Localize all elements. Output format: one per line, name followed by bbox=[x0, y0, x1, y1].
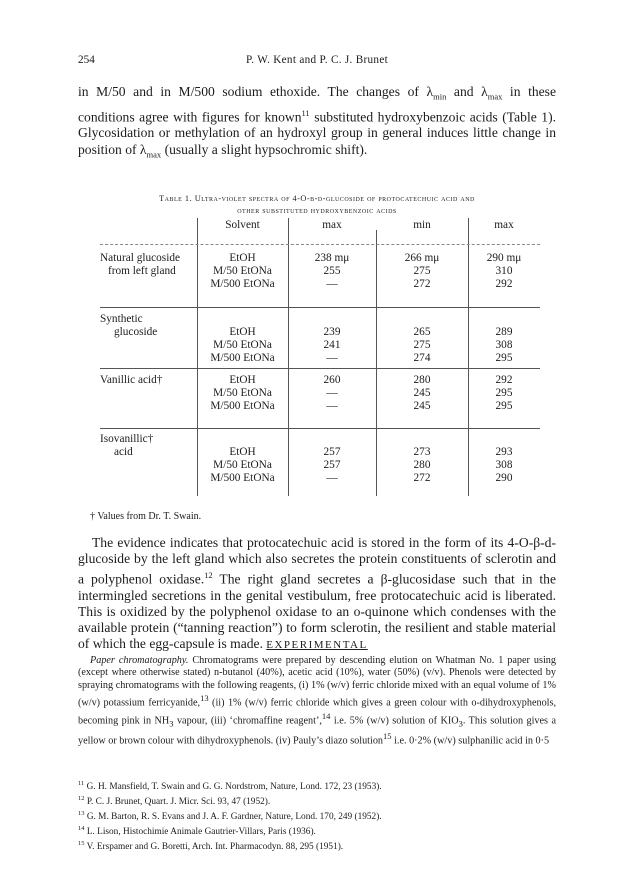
cell-max-2: 292 bbox=[495, 374, 513, 386]
section-heading-experimental: EXPERIMENTAL bbox=[266, 639, 368, 651]
cell-solvent: EtOH bbox=[229, 446, 256, 458]
header-solvent: Solvent bbox=[225, 219, 260, 231]
header-max-1: max bbox=[322, 219, 342, 231]
cell-max-2: 295 bbox=[495, 400, 513, 412]
reference-list bbox=[78, 778, 556, 853]
page-number: 254 bbox=[78, 54, 95, 66]
cell-min: 273 bbox=[413, 446, 431, 458]
cell-solvent: M/50 EtONa bbox=[213, 459, 272, 471]
reference-item: $^{14}$ L. Lison, Histochimie Animale Gautrier-Villars, Paris (1936). bbox=[78, 825, 316, 838]
running-title: P. W. Kent and P. C. J. Brunet bbox=[245, 54, 389, 66]
table-caption-line-1: Table 1. Ultra-violet spectra of 4-O-β-d-glucoside of protocatechuic acid and bbox=[159, 194, 475, 203]
cell-max-1: 257 bbox=[323, 459, 341, 471]
cell-solvent: EtOH bbox=[229, 252, 256, 264]
cell-max-1: 255 bbox=[323, 265, 341, 277]
cell-min: 274 bbox=[413, 352, 431, 364]
cell-min: 275 bbox=[413, 339, 431, 351]
cell-max-1: — bbox=[326, 387, 338, 399]
reference-item: $^{11}$ G. H. Mansfield, T. Swain and G. G. Nordstrom, Nature, Lond. 172, 23 (1953). bbox=[78, 780, 382, 793]
uv-spectra-table bbox=[100, 218, 540, 496]
group-label: Natural glucoside bbox=[100, 252, 180, 264]
cell-solvent: M/50 EtONa bbox=[213, 339, 272, 351]
cell-max-2: 289 bbox=[495, 326, 513, 338]
table-rule bbox=[100, 368, 540, 369]
cell-max-2: 308 bbox=[495, 459, 513, 471]
header-max-2: max bbox=[494, 219, 514, 231]
group-label: glucoside bbox=[114, 326, 158, 338]
cell-max-2: 295 bbox=[495, 352, 513, 364]
group-label: Vanillic acid† bbox=[100, 374, 163, 386]
cell-max-2: 290 mμ bbox=[486, 252, 522, 264]
cell-max-2: 308 bbox=[495, 339, 513, 351]
group-label: Isovanillic† bbox=[100, 433, 154, 445]
cell-max-1: 238 mμ bbox=[314, 252, 350, 264]
table-caption bbox=[78, 193, 556, 217]
evidence-paragraph: The evidence indicates that protocatechuic acid is stored in the form of its 4-O-β-d-glucoside by the left gland which also secretes the protein constituents of sclerotin and a polyphenol oxidase.$^{12}$ The right gland secretes a β-glucosidase such that in the intermingled secretions in the genital vestibulum, free protocatechuic acid is liberated. This is oxidized by the polyphenol oxidase to an o-quinone which condenses with the available protein (“tanning reaction”) to form sclerotin, the resilient and stable material of which the egg-capsule is made. bbox=[78, 535, 556, 652]
cell-solvent: M/500 EtONa bbox=[210, 278, 275, 290]
cell-max-1: — bbox=[326, 400, 338, 412]
cell-min: 245 bbox=[413, 387, 431, 399]
reference-item: $^{12}$ P. C. J. Brunet, Quart. J. Micr. Sci. 93, 47 (1952). bbox=[78, 795, 271, 808]
group-label: from left gland bbox=[108, 265, 176, 277]
table-rule bbox=[100, 244, 540, 245]
cell-solvent: M/50 EtONa bbox=[213, 387, 272, 399]
cell-max-1: — bbox=[326, 352, 338, 364]
cell-solvent: M/500 EtONa bbox=[210, 352, 275, 364]
cell-min: 245 bbox=[413, 400, 431, 412]
cell-min: 266 mμ bbox=[404, 252, 440, 264]
cell-min: 280 bbox=[413, 459, 431, 471]
cell-solvent: M/50 EtONa bbox=[213, 265, 272, 277]
table-caption-line-2: other substituted hydroxybenzoic acids bbox=[237, 206, 397, 215]
table-rule bbox=[100, 428, 540, 429]
cell-solvent: EtOH bbox=[229, 374, 256, 386]
cell-min: 272 bbox=[413, 472, 431, 484]
reference-item: $^{13}$ G. M. Barton, R. S. Evans and J. A. F. Gardner, Nature, Lond. 170, 249 (1952). bbox=[78, 810, 382, 823]
cell-min: 280 bbox=[413, 374, 431, 386]
cell-max-1: 260 bbox=[323, 374, 341, 386]
cell-max-2: 290 bbox=[495, 472, 513, 484]
header-min: min bbox=[413, 219, 431, 231]
cell-max-1: 257 bbox=[323, 446, 341, 458]
table-rule bbox=[100, 307, 540, 308]
cell-max-1: 239 bbox=[323, 326, 341, 338]
cell-max-1: — bbox=[326, 278, 338, 290]
cell-solvent: M/500 EtONa bbox=[210, 472, 275, 484]
intro-paragraph: in M/50 and in M/500 sodium ethoxide. The changes of $\lambda_{min}$ and $\lambda_{max}$ in these conditions agree with figures for known$^{11}$ substituted hydroxybenzoic acids (Table 1). Glycosidation or methylation of an hydroxyl group in general induces little change in position of $\lambda_{max}$ (usually a slight hypsochromic shift). bbox=[78, 84, 557, 160]
group-label: acid bbox=[114, 446, 133, 458]
cell-max-2: 293 bbox=[495, 446, 513, 458]
cell-max-2: 292 bbox=[495, 278, 513, 290]
table-footnote: † Values from Dr. T. Swain. bbox=[90, 511, 202, 522]
cell-min: 265 bbox=[413, 326, 431, 338]
cell-solvent: EtOH bbox=[229, 326, 256, 338]
reference-item: $^{15}$ V. Erspamer and G. Boretti, Arch. Int. Pharmacodyn. 88, 295 (1951). bbox=[78, 840, 344, 853]
cell-max-1: 241 bbox=[323, 339, 341, 351]
cell-min: 275 bbox=[413, 265, 431, 277]
cell-solvent: M/500 EtONa bbox=[210, 400, 275, 412]
paragraph-lead: Paper chromatography. bbox=[90, 655, 189, 666]
group-label: Synthetic bbox=[100, 313, 143, 325]
cell-max-2: 295 bbox=[495, 387, 513, 399]
cell-min: 272 bbox=[413, 278, 431, 290]
cell-max-2: 310 bbox=[495, 265, 513, 277]
cell-max-1: — bbox=[326, 472, 338, 484]
experimental-paragraph: Paper chromatography. Chromatograms were prepared by descending elution on Whatman No. 1 paper using (except where otherwise stated) n-butanol (40%), acetic acid (10%), water (50%) (v/v). Phenols were detected by spraying chromatograms with the following reagents, (i) 1% (w/v) ferric chloride mixed with an equal volume of 1% (w/v) potassium ferricyanide,$^{13}$ (ii) 1% (w/v) ferric chloride which gives a green colour with o-dihydroxyphenols, becoming pink in $NH_3$ vapour, (iii) ‘chromaffine reagent’,$^{14}$ i.e. 5% (w/v) solution of $KIO_3$. This solution gives a yellow or brown colour with dihydroxyphenols. (iv) Pauly’s diazo solution$^{15}$ i.e. 0·2% (w/v) sulphanilic acid in 0·5 bbox=[78, 655, 556, 747]
